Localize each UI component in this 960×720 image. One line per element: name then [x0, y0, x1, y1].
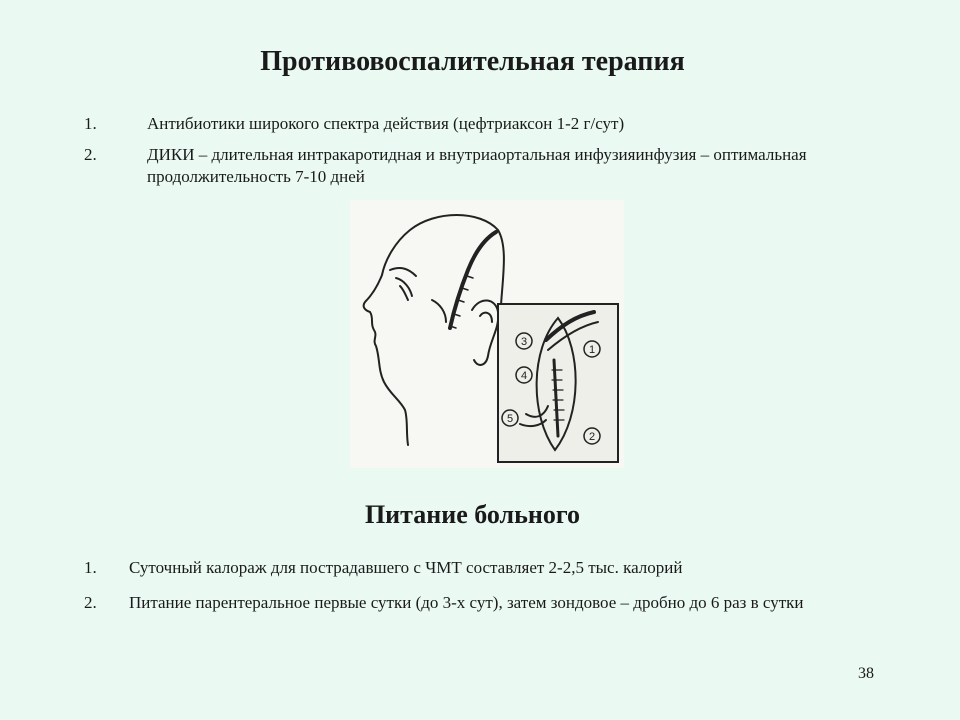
list-text: Суточный калораж для пострадавшего с ЧМТ составляет 2-2,5 тыс. калорий [129, 558, 683, 577]
list-text: ДИКИ – длительная интракаротидная и внутриаортальная инфузияинфузия – оптимальная продолжительность 7-10 дней [147, 145, 807, 186]
list-text: Питание парентеральное первые сутки (до 3-х сут), затем зондовое – дробно до 6 раз в сутки [129, 593, 804, 612]
list-text: Антибиотики широкого спектра действия (цефтриаксон 1-2 г/сут) [147, 114, 625, 133]
list-item [84, 113, 884, 135]
slide-title: Противовоспалительная терапия [260, 46, 685, 77]
ear-outline [472, 300, 498, 364]
head-outline [364, 215, 504, 445]
figure-label-2: 2 [588, 431, 596, 443]
figure-label-3: 3 [520, 336, 528, 348]
list-item [84, 557, 902, 579]
list-number: 1. [84, 558, 97, 577]
list-item [84, 144, 884, 188]
cheek-line [432, 300, 446, 322]
figure-label-1: 1 [588, 344, 596, 356]
catheterization-illustration [350, 200, 624, 468]
figure-label-4: 4 [520, 370, 528, 382]
list-item [84, 592, 902, 614]
nutrition-list [84, 557, 902, 614]
page-number: 38 [858, 665, 874, 682]
list-number: 2. [84, 145, 97, 164]
figure-label-5: 5 [506, 413, 514, 425]
list-number: 2. [84, 593, 97, 612]
eyebrow [390, 268, 416, 276]
list-number: 1. [84, 114, 97, 133]
ear-inner [480, 313, 492, 322]
inset-panel [498, 304, 618, 462]
therapy-list [84, 113, 884, 188]
illustration-drawing [350, 200, 624, 468]
section-subtitle: Питание больного [364, 500, 581, 529]
eye-wrinkles [396, 278, 412, 300]
